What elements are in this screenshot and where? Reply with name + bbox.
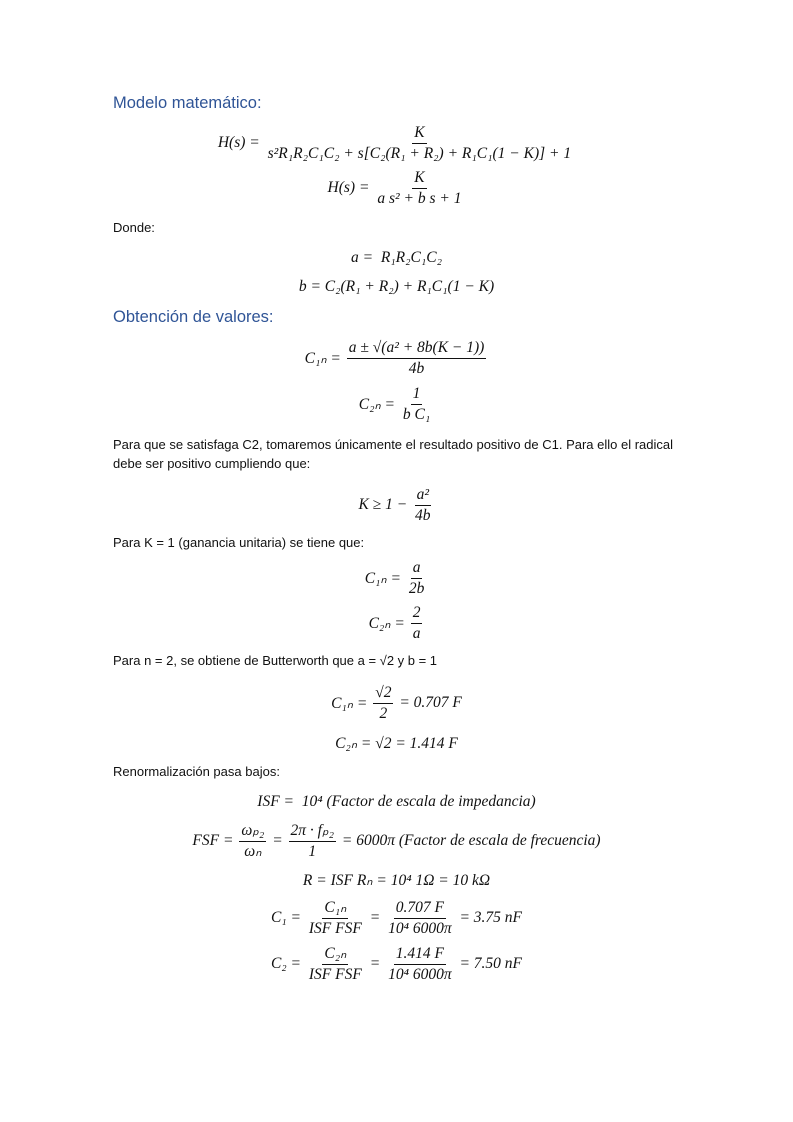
heading-obtencion-valores: Obtención de valores: [113, 308, 274, 326]
equation-c2 [0, 942, 793, 986]
equation-c2n-k1 [0, 601, 793, 645]
math-text: C₁ₙ = [364, 569, 405, 587]
math-text: ISF = 10⁴ (Factor de escala de impedancia) [257, 793, 536, 810]
math-text: = [268, 832, 287, 849]
math-text: C₂ₙ = [368, 614, 409, 632]
math-text: = [365, 955, 385, 972]
fraction [373, 684, 393, 723]
math-text: H(s) = [327, 179, 374, 196]
paragraph-butterworth: Para n = 2, se obtiene de Butterworth que a = √2 y b = 1 [113, 653, 438, 668]
paragraph-renormalizacion: Renormalización pasa bajos: [113, 764, 280, 779]
denominator: 10⁴ 6000π [388, 965, 452, 983]
math-text: K ≥ 1 − [358, 496, 412, 513]
denominator: ISF FSF [308, 919, 362, 937]
equation-transfer-function-full [0, 121, 793, 165]
denominator: ISF FSF [308, 965, 362, 983]
math-text: = 0.707 F [395, 694, 462, 711]
equation-c1n-k1 [0, 556, 793, 600]
numerator: ωₚ₂ [239, 822, 266, 842]
denominator: 2 [379, 704, 388, 722]
math-text: C₂ₙ = √2 = 1.414 F [335, 734, 458, 752]
denominator: a s² + b s + 1 [377, 189, 462, 207]
math-text: R = ISF Rₙ = 10⁴ 1Ω = 10 kΩ [302, 871, 491, 889]
math-text: = 7.50 nF [455, 955, 523, 972]
fraction [307, 945, 364, 984]
numerator: C₂ₙ [322, 945, 348, 965]
fraction [386, 899, 454, 938]
numerator: √2 [373, 684, 393, 704]
math-text: b = C₂(R₁ + R₂) + R₁C₁(1 − K) [298, 278, 495, 295]
denominator: 4b [408, 359, 425, 377]
equation-c1 [0, 896, 793, 940]
equation-isf [0, 780, 793, 824]
math-text: C₁ = [270, 909, 305, 926]
fraction [347, 339, 487, 378]
heading-modelo-matematico: Modelo matemático: [113, 94, 262, 112]
math-text: C₁ₙ = [331, 694, 372, 712]
math-text: C₂ₙ = [358, 395, 399, 413]
denominator: 1 [308, 842, 317, 860]
equation-transfer-function-simplified [0, 166, 793, 210]
fraction [407, 559, 427, 598]
paragraph-donde: Donde: [113, 220, 155, 235]
numerator: 0.707 F [394, 899, 446, 919]
fraction [289, 822, 336, 861]
equation-fsf [0, 819, 793, 863]
equation-c1n-value [0, 681, 793, 725]
equation-c1n [0, 336, 793, 380]
equation-b [0, 265, 793, 309]
denominator: s²R₁R₂C₁C₂ + s[C₂(R₁ + R₂) + R₁C₁(1 − K)] + 1 [267, 144, 572, 162]
paragraph-k1: Para K = 1 (ganancia unitaria) se tiene que: [113, 535, 365, 550]
equation-c2n-value [0, 721, 793, 765]
numerator: 2π · fₚ₂ [289, 822, 336, 842]
fraction [411, 604, 423, 643]
numerator: K [412, 169, 426, 189]
denominator: 4b [415, 506, 431, 524]
denominator: a [412, 624, 421, 642]
fraction [413, 486, 433, 525]
numerator: C₁ₙ [322, 899, 348, 919]
numerator: 1.414 F [394, 945, 446, 965]
numerator: 2 [411, 604, 423, 624]
math-text: FSF = [192, 832, 238, 849]
denominator: b C₁ [402, 405, 431, 423]
denominator: 2b [408, 579, 425, 597]
math-text: = [365, 909, 385, 926]
equation-k-condition [0, 483, 793, 527]
numerator: a² [415, 486, 431, 506]
fraction [375, 169, 463, 208]
fraction [401, 385, 432, 424]
numerator: 1 [411, 385, 423, 405]
fraction [386, 945, 454, 984]
numerator: K [412, 124, 426, 144]
math-text: C₁ₙ = [304, 349, 345, 367]
math-text: a = R₁R₂C₁C₂ [350, 249, 442, 266]
denominator: 10⁴ 6000π [388, 919, 452, 937]
paragraph-radical: Para que se satisfaga C2, tomaremos únicamente el resultado positivo de C1. Para ello el radical debe ser positivo cumpliendo que: [113, 437, 674, 471]
math-text: = 3.75 nF [455, 909, 523, 926]
math-text: H(s) = [217, 134, 264, 151]
numerator: a [411, 559, 423, 579]
math-text: C₂ = [270, 955, 305, 972]
numerator: a ± √(a² + 8b(K − 1)) [347, 339, 487, 359]
equation-c2n [0, 382, 793, 426]
denominator: ωₙ [244, 842, 262, 860]
fraction [307, 899, 364, 938]
math-text: = 6000π (Factor de escala de frecuencia) [338, 832, 601, 849]
fraction [239, 822, 266, 861]
fraction [266, 124, 574, 163]
